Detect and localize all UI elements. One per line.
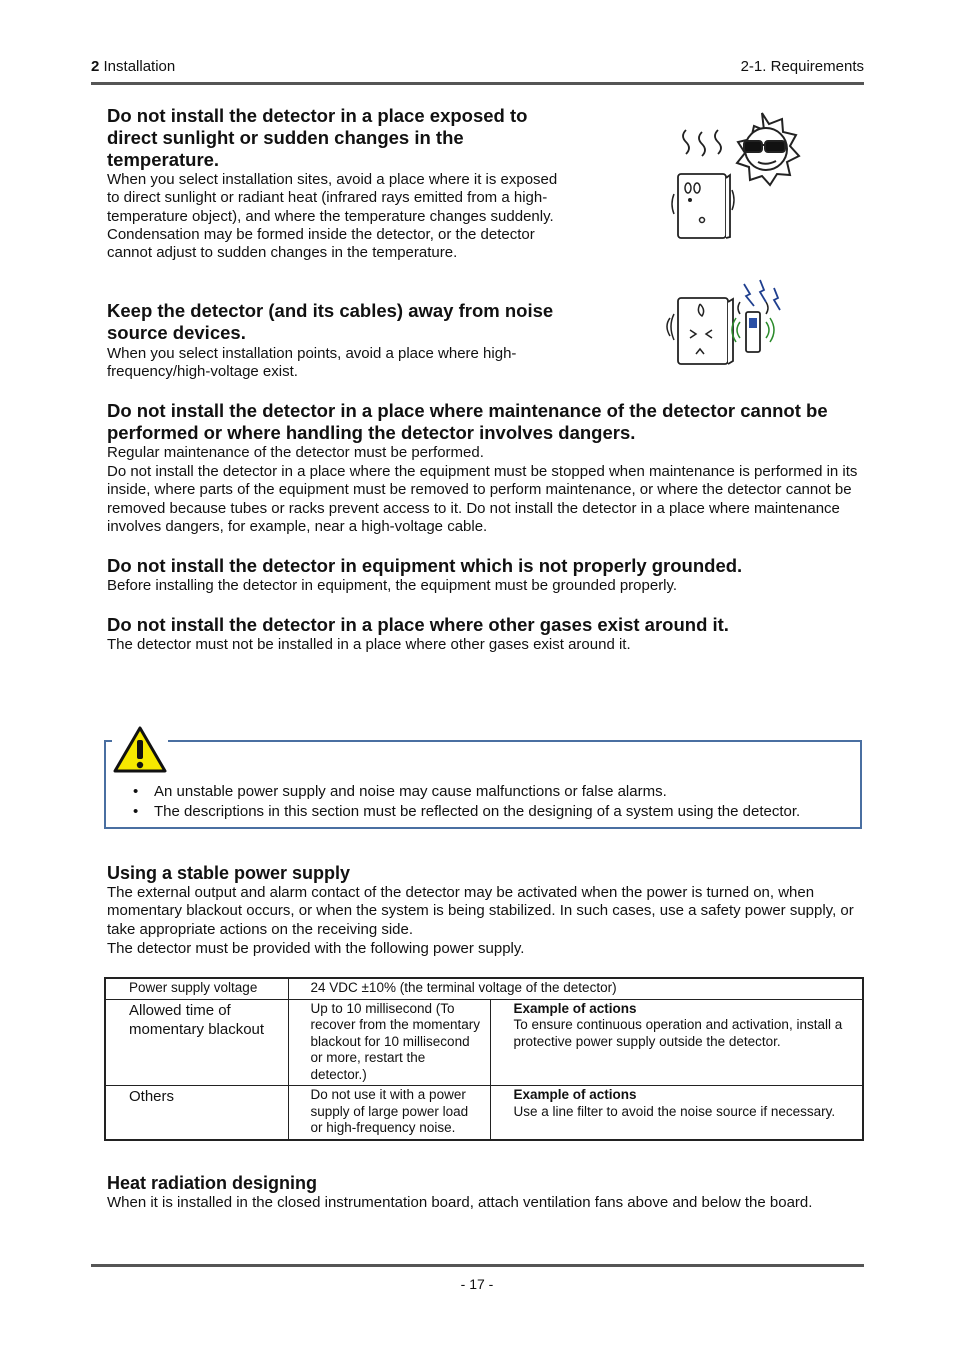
power-body-2: The detector must be provided with the following power supply. [107,940,525,957]
power-body-1: The external output and alarm contact of the detector may be activated when the power is turned on, when momentary blackout occurs, or when the system is being stabilized. In such cases, use a safety power supply, or take appropriate actions on the receiving side. [107,884,854,938]
table-row [105,978,863,999]
heat-heading: Heat radiation designing [107,1173,318,1193]
chapter-number: 2 [91,58,100,75]
header-chapter [91,58,175,75]
noise-body: When you select installation points, avoid a place where high-frequency/high-voltage exist. [107,345,517,381]
page-number: - 17 - [460,1276,494,1292]
table-cell-action [490,1086,863,1140]
sunlight-body: When you select installation sites, avoid a place where it is exposed to direct sunlight or radiant heat (infrared rays emitted from a high-temperature object), and where the temperature changes suddenly. Condensation may be formed inside the detector, or the detector cannot adjust to sudden changes in the temperature. [107,171,558,262]
footer-rule [91,1264,864,1267]
power-heading: Using a stable power supply [107,863,351,883]
action-title: Example of actions [513,1000,637,1016]
table-cell-label: Allowed time of momentary blackout [105,999,288,1086]
table-cell-condition: Do not use it with a power supply of large power load or high-frequency noise. [288,1086,490,1140]
noise-detector-illustration [660,278,790,370]
heat-body: When it is installed in the closed instrumentation board, attach ventilation fans above and below the board. [107,1194,813,1211]
noise-heading: Keep the detector (and its cables) away from noise source devices. [107,300,554,343]
action-title: Example of actions [513,1087,637,1102]
warning-triangle-icon [112,725,168,775]
sun-heat-illustration [666,108,801,243]
table-cell-label: Others [105,1086,288,1140]
table-row [105,1086,863,1140]
chapter-title: Installation [103,58,176,75]
maintenance-body-1: Regular maintenance of the detector must be performed. [107,444,484,461]
table-cell-condition: Up to 10 millisecond (To recover from the momentary blackout for 10 millisecond or more, restart the detector.) [288,999,490,1086]
sunlight-heading: Do not install the detector in a place exposed to direct sunlight or sudden changes in the temperature. [107,105,528,170]
grounding-heading: Do not install the detector in equipment which is not properly grounded. [107,555,743,576]
other-gases-body: The detector must not be installed in a place where other gases exist around it. [107,636,631,653]
header-rule [91,82,864,85]
grounding-body: Before installing the detector in equipment, the equipment must be grounded properly. [107,577,678,594]
maintenance-body-2: Do not install the detector in a place where the equipment must be stopped when maintenance is performed in its inside, where parts of the equipment must be removed to perform maintenance, or where the detector cannot be removed because tubes or racks prevent access to it. Do not install the detector in a place where maintenance involves dangers, for example, near a high-voltage cable. [107,463,858,535]
table-row [105,999,863,1086]
header-section: 2-1. Requirements [740,58,864,75]
caution-list [128,782,800,821]
other-gases-heading: Do not install the detector in a place where other gases exist around it. [107,614,729,635]
table-cell-label: Power supply voltage [105,978,288,999]
table-cell-value: 24 VDC ±10% (the terminal voltage of the detector) [288,978,863,999]
action-text: To ensure continuous operation and activation, install a protective power supply outside the detector. [513,1017,843,1049]
caution-item: • The descriptions in this section must be reflected on the designing of a system using the detector. [128,802,800,822]
action-text: Use a line filter to avoid the noise source if necessary. [513,1103,836,1119]
caution-item: • An unstable power supply and noise may cause malfunctions or false alarms. [128,782,800,802]
power-supply-table [104,977,864,1141]
table-cell-action [490,999,863,1086]
maintenance-heading: Do not install the detector in a place where maintenance of the detector cannot be performed or where handling the detector involves dangers. [107,400,828,443]
